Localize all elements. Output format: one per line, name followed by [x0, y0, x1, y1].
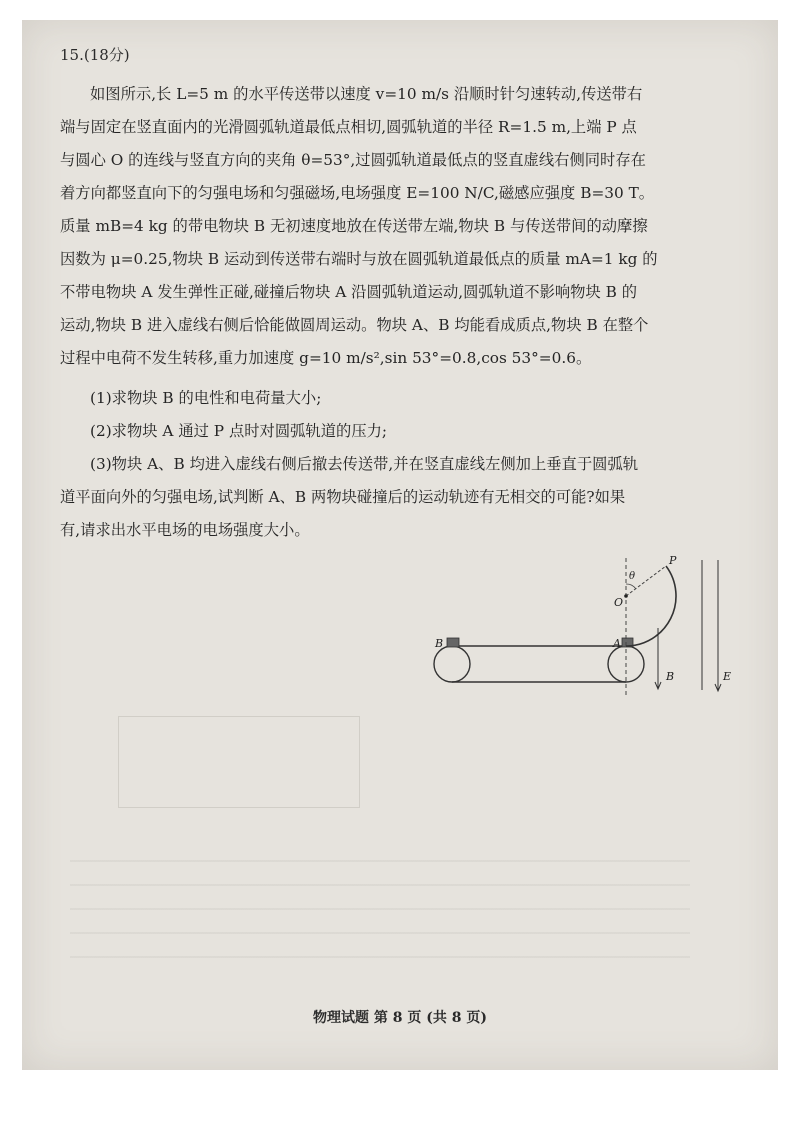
paragraph-line: 质量 mB=4 kg 的带电物块 B 无初速度地放在传送带左端,物块 B 与传送带间的动摩擦: [60, 217, 648, 235]
sub-question-2: (2)求物块 A 通过 P 点时对圆弧轨道的压力;: [90, 422, 388, 440]
block-b: [447, 638, 459, 647]
sub-questions: [60, 382, 740, 547]
conveyor-belt: [434, 646, 644, 682]
question-number: 15.(18分): [60, 46, 130, 64]
paragraph-line: 过程中电荷不发生转移,重力加速度 g=10 m/s²,sin 53°=0.8,cos 53°=0.6。: [60, 349, 592, 367]
paragraph-line: 着方向都竖直向下的匀强电场和匀强磁场,电场强度 E=100 N/C,磁感应强度 B=30 T。: [60, 184, 655, 202]
sub-question-1: (1)求物块 B 的电性和电荷量大小;: [90, 389, 322, 407]
label-point-p: P: [669, 554, 677, 567]
page-footer: 物理试题 第 8 页 (共 8 页): [313, 1010, 487, 1026]
center-point: [624, 594, 628, 598]
question-paragraph: [60, 78, 740, 375]
paragraph-line: 如图所示,长 L=5 m 的水平传送带以速度 v=10 m/s 沿顺时针匀速转动,传送带右: [90, 85, 643, 103]
label-block-a: A: [613, 637, 621, 650]
label-block-b: B: [435, 637, 444, 650]
label-field-b: B: [666, 670, 675, 683]
sub-question-3-line: (3)物块 A、B 均进入虚线右侧后撤去传送带,并在竖直虚线左侧加上垂直于圆弧轨: [90, 455, 639, 473]
physics-figure: [420, 548, 750, 698]
sub-question-3-line: 道平面向外的匀强电场,试判断 A、B 两物块碰撞后的运动轨迹有无相交的可能?如果: [60, 488, 626, 506]
paragraph-line: 端与固定在竖直面内的光滑圆弧轨道最低点相切,圆弧轨道的半径 R=1.5 m,上端 P 点: [60, 118, 637, 136]
label-angle: θ: [629, 571, 636, 582]
paragraph-line: 与圆心 O 的连线与竖直方向的夹角 θ=53°,过圆弧轨道最低点的竖直虚线右侧同时存在: [60, 151, 646, 169]
angle-mark: [626, 584, 636, 589]
paragraph-line: 运动,物块 B 进入虚线右侧后恰能做圆周运动。物块 A、B 均能看成质点,物块 B 在整个: [60, 316, 649, 334]
sub-question-3-line: 有,请求出水平电场的电场强度大小。: [60, 521, 310, 539]
paragraph-line: 因数为 μ=0.25,物块 B 运动到传送带右端时与放在圆弧轨道最低点的质量 mA=1 kg 的: [60, 250, 658, 268]
label-field-e: E: [723, 670, 732, 683]
label-center: O: [614, 596, 624, 609]
paragraph-line: 不带电物块 A 发生弹性正碰,碰撞后物块 A 沿圆弧轨道运动,圆弧轨道不影响物块 B 的: [60, 283, 638, 301]
